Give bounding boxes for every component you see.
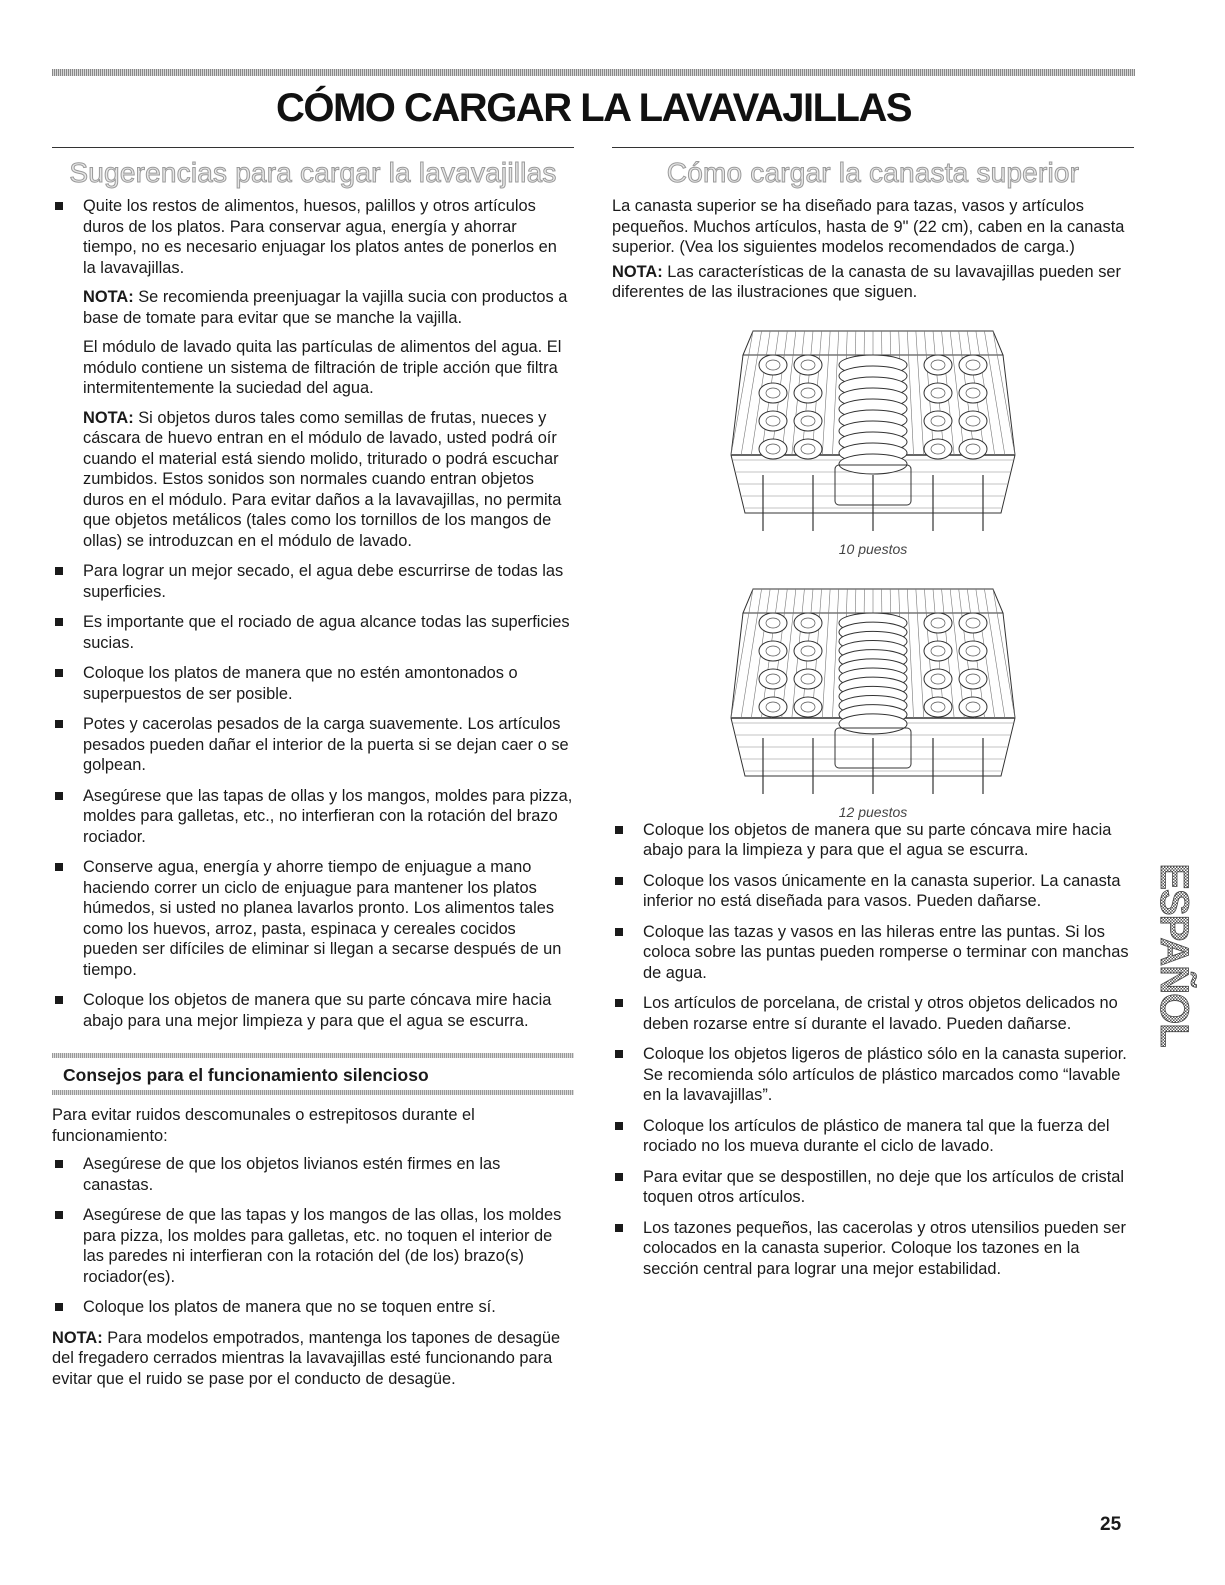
list-item (52, 1297, 574, 1318)
cup (924, 383, 952, 403)
cup (959, 355, 987, 375)
cup (759, 613, 787, 633)
rack-wire (822, 589, 830, 718)
upper-rack-intro: La canasta superior se ha diseñado para tazas, vasos y artículos pequeños. Muchos artículos, hasta de 9" (22 cm), caben en la canasta superior. (Vea los siguientes modelos recomendados de carga.) (612, 197, 1125, 256)
cup (794, 613, 822, 633)
bullet-text: Coloque los objetos ligeros de plástico sólo en la canasta superior. Se recomienda sólo artículos de plástico marcados como “lavable en la lavavajillas”. (643, 1045, 1127, 1104)
left-column (52, 147, 574, 1389)
list-item (52, 857, 574, 980)
figure-caption: 10 puestos (838, 540, 908, 557)
cup (759, 669, 787, 689)
page-title: CÓMO CARGAR LA LAVAVAJILLAS (275, 86, 912, 130)
plate (839, 454, 907, 474)
bullet-text: Coloque los vasos únicamente en la canasta superior. La canasta inferior no está diseñada para vasos. Pueden dañarse. (643, 871, 1121, 910)
language-side-tab (1143, 835, 1207, 1075)
plate (839, 713, 907, 733)
right-column (612, 147, 1134, 1289)
bullet-text: Los artículos de porcelana, de cristal y otros objetos delicados no deben rozarse entre sí durante el lavado. Pueden dañarse. (643, 994, 1118, 1033)
list-item (52, 786, 574, 848)
rack-wire (907, 331, 913, 455)
cup (959, 383, 987, 403)
bullet-text: Para evitar que se despostillen, no deje que los artículos de cristal toquen otros artículos. (643, 1167, 1125, 1206)
upper-rack-heading: Cómo cargar la canasta superior (666, 157, 1080, 188)
nota-text: Si objetos duros tales como semillas de frutas, nueces y cáscara de huevo entran en el módulo de lavado, usted podrá oír cuando el material está siendo molido, triturado o podrá escuchar zumbidos. Estos sonidos son normales cuando entran objetos duros en el módulo. Para evitar daños a la lavavajillas, no permita que objetos metálicos (tales como los tornillos de los mangos de ollas) se introduzcan en el módulo de lavado. (83, 408, 562, 550)
bullet-text: Coloque los objetos de manera que su parte cóncava mire hacia abajo para la limpieza y para que el agua se escurra. (643, 820, 1112, 859)
cup (924, 613, 952, 633)
rack-wire (741, 589, 761, 718)
cup (924, 439, 952, 459)
list-item (52, 561, 574, 602)
rack-figure-10 (612, 325, 1134, 557)
cup (759, 641, 787, 661)
bullet-text: Conserve agua, energía y ahorre tiempo de enjuague a mano haciendo correr un ciclo de enjuague para mantener los platos húmedos, si usted no planea lavarlos pronto. Los alimentos tales como los huevos, arroz, pasta, espinaca y cereales cocidos pueden ser difíciles de eliminar si llegan a secarse después de un tiempo. (83, 858, 562, 979)
nota-label: NOTA: (52, 1328, 103, 1347)
cup (924, 411, 952, 431)
list-item (52, 612, 574, 653)
loading-tips-heading: Sugerencias para cargar la lavavajillas (69, 157, 557, 188)
quiet-tips-list (52, 1154, 574, 1318)
nota-text: Para modelos empotrados, mantenga los tapones de desagüe del fregadero cerrados mientras la lavavajillas esté funcionando para evitar que el ruido se pase por el conducto de desagüe. (52, 1328, 561, 1388)
rack-wire (832, 331, 838, 455)
rack-wire (993, 589, 1015, 718)
cup (959, 411, 987, 431)
cup (959, 439, 987, 459)
nota-text: Las características de la canasta de su lavavajillas pueden ser diferentes de las ilustraciones que siguen. (612, 262, 1121, 301)
bullet-text: Coloque los objetos de manera que su parte cóncava mire hacia abajo para una mejor limpieza y para que el agua se escurra. (83, 991, 552, 1030)
cup (924, 641, 952, 661)
side-tab-text: ESPAÑOL (1152, 863, 1196, 1047)
list-item (52, 663, 574, 704)
cup (759, 411, 787, 431)
quiet-operation-heading: Consejos para el funcionamiento silencioso (63, 1065, 429, 1085)
bullet-text: Coloque los platos de manera que no estén amontonados o superpuestos de ser posible. (83, 664, 518, 703)
list-item (52, 196, 574, 551)
rack-wire (984, 589, 1004, 718)
bullet-text: Quite los restos de alimentos, huesos, palillos y otros artículos duros de los platos. Para conservar agua, energía y ahorrar tiempo, no es necesario enjuagar los platos antes de ponerlos en la lavavajillas. (83, 197, 557, 277)
quiet-operation-section (52, 1053, 574, 1389)
hatched-rule (52, 1053, 574, 1058)
top-hatched-rule (52, 69, 1135, 76)
list-item (612, 1116, 1134, 1157)
list-item (52, 1154, 574, 1195)
right-column-rule (612, 147, 1134, 148)
cup (759, 383, 787, 403)
cup (959, 697, 987, 717)
upper-rack-tips-list (612, 820, 1134, 1280)
nota-text: Se recomienda preenjuagar la vajilla sucia con productos a base de tomate para evitar que se manche la vajilla. (83, 288, 568, 327)
bullet-text: Asegúrese de que las tapas y los mangos de las ollas, los moldes para pizza, los moldes para galletas, etc. no toquen el interior de las paredes ni interfieran con la rotación del (de los) brazo(s) rociador(es). (83, 1206, 562, 1286)
nota-label: NOTA: (83, 408, 134, 427)
list-item (612, 993, 1134, 1034)
cup (794, 697, 822, 717)
bullet-text: Coloque las tazas y vasos en las hileras entre las puntas. Si los coloca sobre las puntas pueden romperse o terminar con manchas de agua. (643, 922, 1129, 982)
cup (794, 411, 822, 431)
cup (794, 355, 822, 375)
list-item (612, 1167, 1134, 1208)
cup (924, 669, 952, 689)
rack-figure-12 (612, 583, 1134, 820)
cup (794, 641, 822, 661)
bullet-text: Para lograr un mejor secado, el agua debe escurrirse de todas las superficies. (83, 562, 564, 601)
rack-illustration-10-place (723, 325, 1023, 535)
list-item (612, 871, 1134, 912)
list-item (612, 1044, 1134, 1106)
rack-wire (832, 589, 838, 718)
figure-caption: 12 puestos (838, 803, 908, 820)
rack-wire (993, 331, 1015, 455)
bullet-text: Es importante que el rociado de agua alcance todas las superficies sucias. (83, 613, 570, 652)
list-item (612, 922, 1134, 984)
list-item (52, 1205, 574, 1287)
bullet-text: Potes y cacerolas pesados de la carga suavemente. Los artículos pesados pueden dañar el interior de la puerta si se dejan caer o se golpean. (83, 715, 569, 774)
wash-module-paragraph: El módulo de lavado quita las partículas de alimentos del agua. El módulo contiene un sistema de filtración de triple acción que filtra intermitentemente la suciedad del agua. (83, 338, 562, 397)
rack-wire (907, 589, 913, 718)
nota-label: NOTA: (83, 288, 134, 306)
hatched-rule (52, 1090, 574, 1095)
bullet-text: Coloque los artículos de plástico de manera tal que la fuerza del rociado no los mueva durante el ciclo de lavado. (643, 1116, 1110, 1155)
cup (924, 355, 952, 375)
bullet-text: Asegúrese que las tapas de ollas y los mangos, moldes para pizza, moldes para galletas, etc., no interfieran con la rotación del brazo rociador. (83, 786, 573, 846)
rack-wire (731, 589, 753, 718)
rack-wire (916, 331, 924, 455)
cup (959, 613, 987, 633)
cup (759, 697, 787, 717)
page-number: 25 (1100, 1514, 1122, 1535)
nota-label: NOTA: (612, 262, 663, 281)
left-column-rule (52, 147, 574, 148)
nota-paragraph (83, 287, 574, 328)
bullet-text: Los tazones pequeños, las cacerolas y otros utensilios pueden ser colocados en la canasta superior. Coloque los tazones en la sección central para lograr una mejor estabilidad. (643, 1218, 1126, 1278)
cup (759, 439, 787, 459)
list-item (612, 1218, 1134, 1280)
rack-wire (916, 589, 924, 718)
nota-paragraph (612, 262, 1134, 303)
cup (794, 669, 822, 689)
quiet-intro: Para evitar ruidos descomunales o estrepitosos durante el funcionamiento: (52, 1106, 475, 1145)
cup (924, 697, 952, 717)
loading-tips-list (52, 196, 574, 1031)
list-item (612, 820, 1134, 861)
bullet-text: Asegúrese de que los objetos livianos estén firmes en las canastas. (83, 1155, 501, 1194)
cup (794, 439, 822, 459)
rack-illustration-12-place (723, 583, 1023, 798)
list-item (52, 990, 574, 1031)
cup (759, 355, 787, 375)
rack-wire (822, 331, 830, 455)
cup (959, 669, 987, 689)
cup (794, 383, 822, 403)
rack-wire (731, 331, 753, 455)
nota-paragraph (83, 408, 574, 552)
cup (959, 641, 987, 661)
bullet-text: Coloque los platos de manera que no se toquen entre sí. (83, 1298, 496, 1316)
list-item (52, 714, 574, 776)
nota-paragraph (52, 1328, 574, 1390)
